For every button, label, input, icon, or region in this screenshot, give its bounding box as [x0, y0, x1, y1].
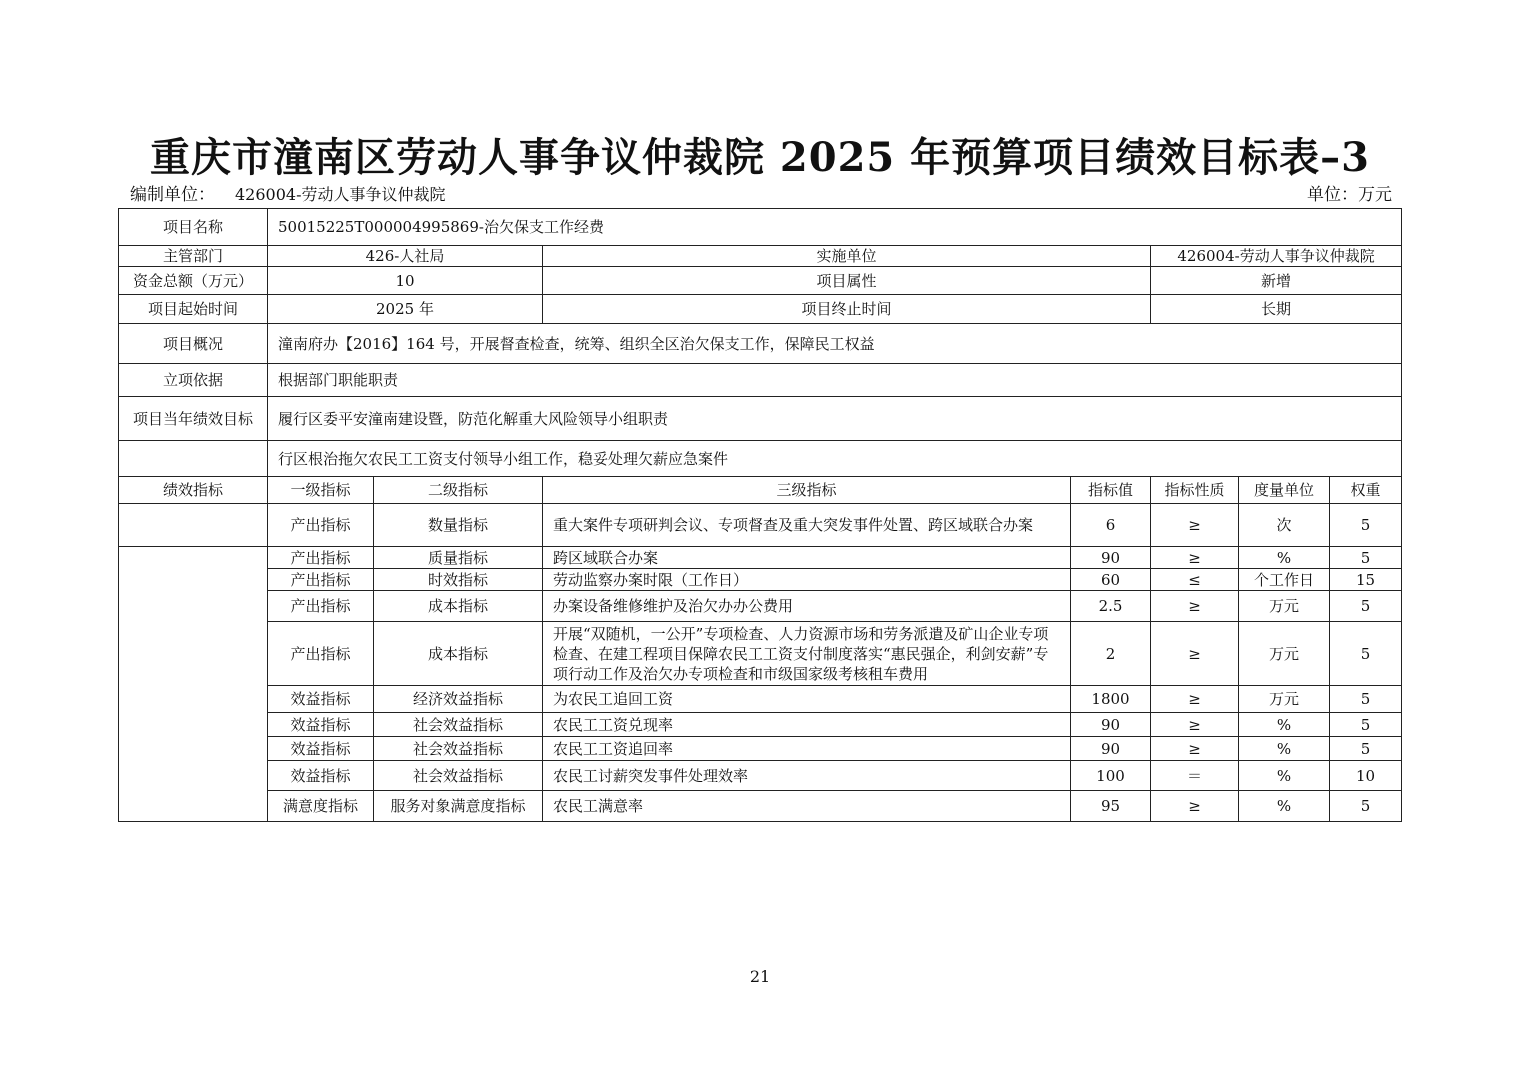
level2-cell: 经济效益指标 [374, 686, 543, 713]
level2-cell: 社会效益指标 [374, 713, 543, 737]
page-title: 重庆市潼南区劳动人事争议仲裁院 2025 年预算项目绩效目标表–3 [149, 134, 1370, 181]
unit-cell: % [1239, 547, 1330, 569]
nature-cell: ≥ [1151, 547, 1239, 569]
header-level3: 三级指标 [543, 477, 1071, 504]
level2-cell: 成本指标 [374, 622, 543, 686]
impl-value: 426004-劳动人事争议仲裁院 [1151, 246, 1402, 267]
value-cell: 100 [1071, 761, 1151, 791]
goal-label: 项目当年绩效目标 [119, 397, 268, 441]
row-basis [119, 364, 1402, 397]
level3-cell: 农民工工资兑现率 [543, 713, 1071, 737]
level1-cell: 效益指标 [268, 713, 374, 737]
level1-cell: 产出指标 [268, 547, 374, 569]
level1-cell: 产出指标 [268, 591, 374, 622]
unit-cell: 万元 [1239, 591, 1330, 622]
header-nature: 指标性质 [1151, 477, 1239, 504]
indicator-group-cell [119, 622, 268, 686]
level3-cell: 农民工满意率 [543, 791, 1071, 822]
end-label: 项目终止时间 [543, 295, 1151, 324]
level3-cell: 跨区域联合办案 [543, 547, 1071, 569]
level1-cell: 产出指标 [268, 622, 374, 686]
indicator-row [119, 761, 1402, 791]
nature-cell: ≥ [1151, 686, 1239, 713]
unit-cell: % [1239, 737, 1330, 761]
nature-cell: ≤ [1151, 569, 1239, 591]
indicator-row [119, 547, 1402, 569]
value-cell: 2 [1071, 622, 1151, 686]
level3-cell: 重大案件专项研判会议、专项督查及重大突发事件处置、跨区域联合办案 [543, 504, 1071, 547]
row-time [119, 295, 1402, 324]
level1-cell: 效益指标 [268, 761, 374, 791]
unit-cell: % [1239, 791, 1330, 822]
weight-cell: 15 [1330, 569, 1402, 591]
header-level1: 一级指标 [268, 477, 374, 504]
level3-cell: 农民工讨薪突发事件处理效率 [543, 761, 1071, 791]
level3-cell: 办案设备维修维护及治欠办办公费用 [543, 591, 1071, 622]
start-label: 项目起始时间 [119, 295, 268, 324]
unit-cell: 万元 [1239, 622, 1330, 686]
unit-label: 单位：万元 [1307, 185, 1392, 205]
indicator-row [119, 622, 1402, 686]
level3-cell: 为农民工追回工资 [543, 686, 1071, 713]
header-unit: 度量单位 [1239, 477, 1330, 504]
value-cell: 90 [1071, 713, 1151, 737]
unit-cell: 次 [1239, 504, 1330, 547]
level2-cell: 质量指标 [374, 547, 543, 569]
level1-cell: 满意度指标 [268, 791, 374, 822]
row-project-name [119, 209, 1402, 246]
weight-cell: 5 [1330, 504, 1402, 547]
weight-cell: 5 [1330, 591, 1402, 622]
unit-cell: 万元 [1239, 686, 1330, 713]
attr-label: 项目属性 [543, 267, 1151, 295]
level1-cell: 产出指标 [268, 504, 374, 547]
indicator-row [119, 686, 1402, 713]
row-fund [119, 267, 1402, 295]
end-value: 长期 [1151, 295, 1402, 324]
level1-cell: 效益指标 [268, 737, 374, 761]
indicator-group-cell [119, 686, 268, 713]
indicator-group-cell [119, 713, 268, 737]
level2-cell: 成本指标 [374, 591, 543, 622]
level3-cell: 开展“双随机，一公开”专项检查、人力资源市场和劳务派遣及矿山企业专项检查、在建工程项目保障农民工工资支付制度落实“惠民强企，利剑安薪”专项行动工作及治欠办专项检查和市级国家级考核租车费用 [543, 622, 1071, 686]
weight-cell: 5 [1330, 686, 1402, 713]
level1-cell: 效益指标 [268, 686, 374, 713]
indicator-row [119, 791, 1402, 822]
unit-cell: 个工作日 [1239, 569, 1330, 591]
indicator-label: 绩效指标 [119, 477, 268, 504]
unit-cell: % [1239, 761, 1330, 791]
indicator-group-cell [119, 737, 268, 761]
fund-value: 10 [268, 267, 543, 295]
level2-cell: 数量指标 [374, 504, 543, 547]
dept-value: 426-人社局 [268, 246, 543, 267]
start-value: 2025 年 [268, 295, 543, 324]
unit-cell: % [1239, 713, 1330, 737]
fund-label: 资金总额（万元） [119, 267, 268, 295]
level3-cell: 劳动监察办案时限（工作日） [543, 569, 1071, 591]
basis-label: 立项依据 [119, 364, 268, 397]
dept-label: 主管部门 [119, 246, 268, 267]
header-value: 指标值 [1071, 477, 1151, 504]
level3-cell: 农民工工资追回率 [543, 737, 1071, 761]
row-goal-2 [119, 441, 1402, 477]
level2-cell: 时效指标 [374, 569, 543, 591]
weight-cell: 5 [1330, 713, 1402, 737]
overview-label: 项目概况 [119, 324, 268, 364]
value-cell: 2.5 [1071, 591, 1151, 622]
performance-table [118, 208, 1402, 822]
indicator-row [119, 737, 1402, 761]
value-cell: 90 [1071, 737, 1151, 761]
nature-cell: ≥ [1151, 504, 1239, 547]
row-dept [119, 246, 1402, 267]
nature-cell: ＝ [1151, 761, 1239, 791]
value-cell: 60 [1071, 569, 1151, 591]
impl-label: 实施单位 [543, 246, 1151, 267]
row-indicator-header [119, 477, 1402, 504]
indicator-row [119, 569, 1402, 591]
goal-label-empty [119, 441, 268, 477]
level2-cell: 社会效益指标 [374, 737, 543, 761]
project-name-value: 50015225T000004995869-治欠保支工作经费 [268, 209, 1402, 246]
indicator-group-cell [119, 791, 268, 822]
value-cell: 95 [1071, 791, 1151, 822]
indicator-group-cell [119, 591, 268, 622]
org-line [130, 184, 446, 206]
org-label: 编制单位： [130, 185, 215, 205]
nature-cell: ≥ [1151, 622, 1239, 686]
row-goal-1 [119, 397, 1402, 441]
project-name-label: 项目名称 [119, 209, 268, 246]
indicator-group-cell [119, 761, 268, 791]
value-cell: 6 [1071, 504, 1151, 547]
attr-value: 新增 [1151, 267, 1402, 295]
value-cell: 90 [1071, 547, 1151, 569]
nature-cell: ≥ [1151, 713, 1239, 737]
nature-cell: ≥ [1151, 591, 1239, 622]
weight-cell: 5 [1330, 791, 1402, 822]
level2-cell: 服务对象满意度指标 [374, 791, 543, 822]
goal-value-2: 行区根治拖欠农民工工资支付领导小组工作，稳妥处理欠薪应急案件 [268, 441, 1402, 477]
weight-cell: 10 [1330, 761, 1402, 791]
indicator-group-cell [119, 504, 268, 547]
nature-cell: ≥ [1151, 791, 1239, 822]
nature-cell: ≥ [1151, 737, 1239, 761]
header-level2: 二级指标 [374, 477, 543, 504]
weight-cell: 5 [1330, 737, 1402, 761]
level1-cell: 产出指标 [268, 569, 374, 591]
indicator-row [119, 713, 1402, 737]
basis-value: 根据部门职能职责 [268, 364, 1402, 397]
goal-value-1: 履行区委平安潼南建设暨，防范化解重大风险领导小组职责 [268, 397, 1402, 441]
header-weight: 权重 [1330, 477, 1402, 504]
org-value: 426004-劳动人事争议仲裁院 [235, 185, 446, 204]
value-cell: 1800 [1071, 686, 1151, 713]
indicator-row [119, 504, 1402, 547]
page-number: 21 [749, 967, 771, 986]
indicator-group-cell [119, 569, 268, 591]
indicator-row [119, 591, 1402, 622]
weight-cell: 5 [1330, 622, 1402, 686]
indicator-group-cell [119, 547, 268, 569]
weight-cell: 5 [1330, 547, 1402, 569]
row-overview [119, 324, 1402, 364]
level2-cell: 社会效益指标 [374, 761, 543, 791]
overview-value: 潼南府办【2016】164 号，开展督查检查，统筹、组织全区治欠保支工作，保障民工权益 [268, 324, 1402, 364]
